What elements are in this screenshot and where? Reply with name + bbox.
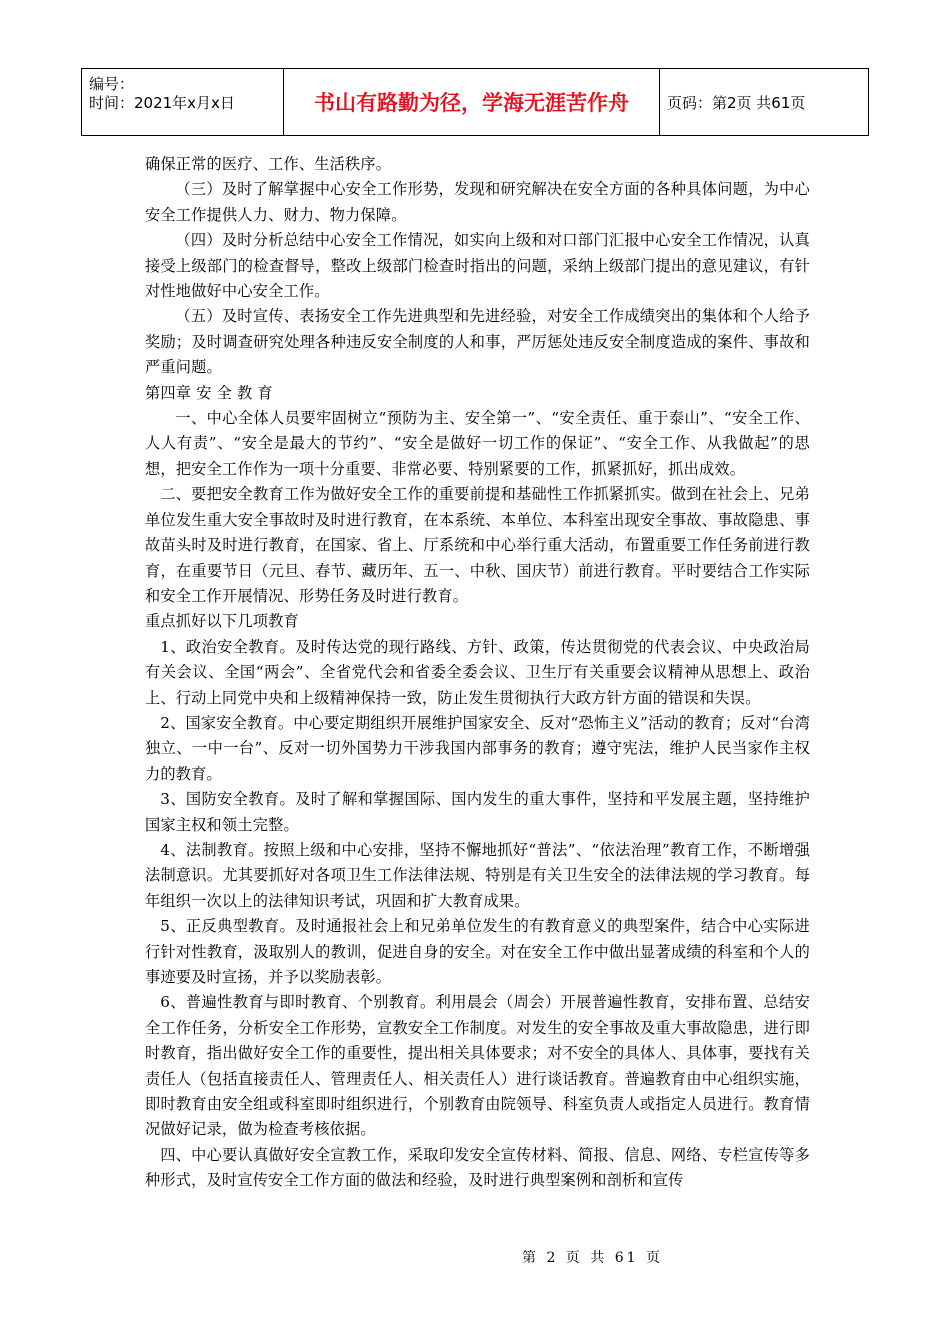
list-item: 6、普遍性教育与即时教育、个别教育。利用晨会（周会）开展普遍性教育，安排布置、总结安全工作任务，分析安全工作形势，宣教安全工作制度。对发生的安全事故及重大事故隐患，进行即时教育，指出做好安全工作的重要性，提出相关具体要求；对不安全的具体人、具体事，要找有关责任人（包括直接责任人、管理责任人、相关责任人）进行谈话教育。普遍教育由中心组织实施，即时教育由安全组或科室即时组织进行，个别教育由院领导、科室负责人或指定人员进行。教育情况做好记录，做为检查考核依据。 bbox=[145, 993, 810, 1139]
document-body bbox=[145, 152, 810, 1194]
paragraph: 一、中心全体人员要牢固树立“预防为主、安全第一”、“安全责任、重于泰山”、“安全工作、人人有责”、“安全是最大的节约”、“安全是做好一切工作的保证”、“安全工作、从我做起”的思想，把安全工作作为一项十分重要、非常必要、特别紧要的工作，抓紧抓好，抓出成效。 bbox=[145, 409, 810, 478]
list-item: 5、正反典型教育。及时通报社会上和兄弟单位发生的有教育意义的典型案件，结合中心实际进行针对性教育，汲取别人的教训，促进自身的安全。对在安全工作中做出显著成绩的科室和个人的事迹要及时宣扬，并予以奖励表彰。 bbox=[145, 917, 810, 986]
paragraph: （五）及时宣传、表扬安全工作先进典型和先进经验，对安全工作成绩突出的集体和个人给予奖励；及时调查研究处理各种违反安全制度的人和事，严厉惩处违反安全制度造成的案件、事故和严重问题。 bbox=[145, 307, 810, 377]
header-page-info: 页码：第2页 共61页 bbox=[667, 93, 806, 112]
list-item: 4、法制教育。按照上级和中心安排，坚持不懈地抓好“普法”、“依法治理”教育工作，不断增强法制意识。尤其要抓好对各项卫生工作法律法规、特别是有关卫生安全的法律法规的学习教育。每年组织一次以上的法律知识考试，巩固和扩大教育成果。 bbox=[145, 840, 810, 910]
header-motto: 书山有路勤为径，学海无涯苦作舟 bbox=[284, 69, 660, 135]
paragraph: 确保正常的医疗、工作、生活秩序。 bbox=[145, 155, 392, 173]
document-number-label: 编号： bbox=[89, 75, 135, 93]
header-meta bbox=[82, 69, 284, 135]
document-date: 时间：2021年x月x日 bbox=[89, 94, 235, 112]
list-item: 1、政治安全教育。及时传达党的现行路线、方针、政策，传达贯彻党的代表会议、中央政治局有关会议、全国“两会”、全省党代会和省委全委会议、卫生厅有关重要会议精神从思想上、政治上、行动上同党中央和上级精神保持一致，防止发生贯彻执行大政方针方面的错误和失误。 bbox=[145, 637, 810, 707]
page-footer: 第 2 页 共 61 页 bbox=[522, 1250, 663, 1266]
page-header bbox=[81, 68, 869, 136]
paragraph: 四、中心要认真做好安全宣教工作，采取印发安全宣传材料、简报、信息、网络、专栏宣传等多种形式，及时宣传安全工作方面的做法和经验，及时进行典型案例和剖析和宣传 bbox=[145, 1145, 810, 1190]
chapter-heading: 第四章 安 全 教 育 bbox=[145, 383, 273, 402]
paragraph: （四）及时分析总结中心安全工作情况，如实向上级和对口部门汇报中心安全工作情况，认真接受上级部门的检查督导，整改上级部门检查时指出的问题，采纳上级部门提出的意见建议，有针对性地做好中心安全工作。 bbox=[145, 231, 810, 301]
paragraph: （三）及时了解掌握中心安全工作形势，发现和研究解决在安全方面的各种具体问题，为中心安全工作提供人力、财力、物力保障。 bbox=[145, 180, 810, 224]
list-item: 3、国防安全教育。及时了解和掌握国际、国内发生的重大事件，坚持和平发展主题，坚持维护国家主权和领土完整。 bbox=[145, 790, 810, 834]
list-item: 2、国家安全教育。中心要定期组织开展维护国家安全、反对“恐怖主义”活动的教育；反对“台湾独立、一中一台”、反对一切外国势力干涉我国内部事务的教育；遵守宪法，维护人民当家作主权力的教育。 bbox=[145, 713, 810, 783]
section-heading: 重点抓好以下几项教育 bbox=[145, 612, 299, 631]
paragraph: 二、要把安全教育工作为做好安全工作的重要前提和基础性工作抓紧抓实。做到在社会上、兄弟单位发生重大安全事故时及时进行教育，在本系统、本单位、本科室出现安全事故、事故隐患、事故苗头时及时进行教育，在国家、省上、厅系统和中心举行重大活动，布置重要工作任务前进行教育，在重要节日（元旦、春节、藏历年、五一、中秋、国庆节）前进行教育。平时要结合工作实际和安全工作开展情况、形势任务及时进行教育。 bbox=[145, 485, 810, 605]
